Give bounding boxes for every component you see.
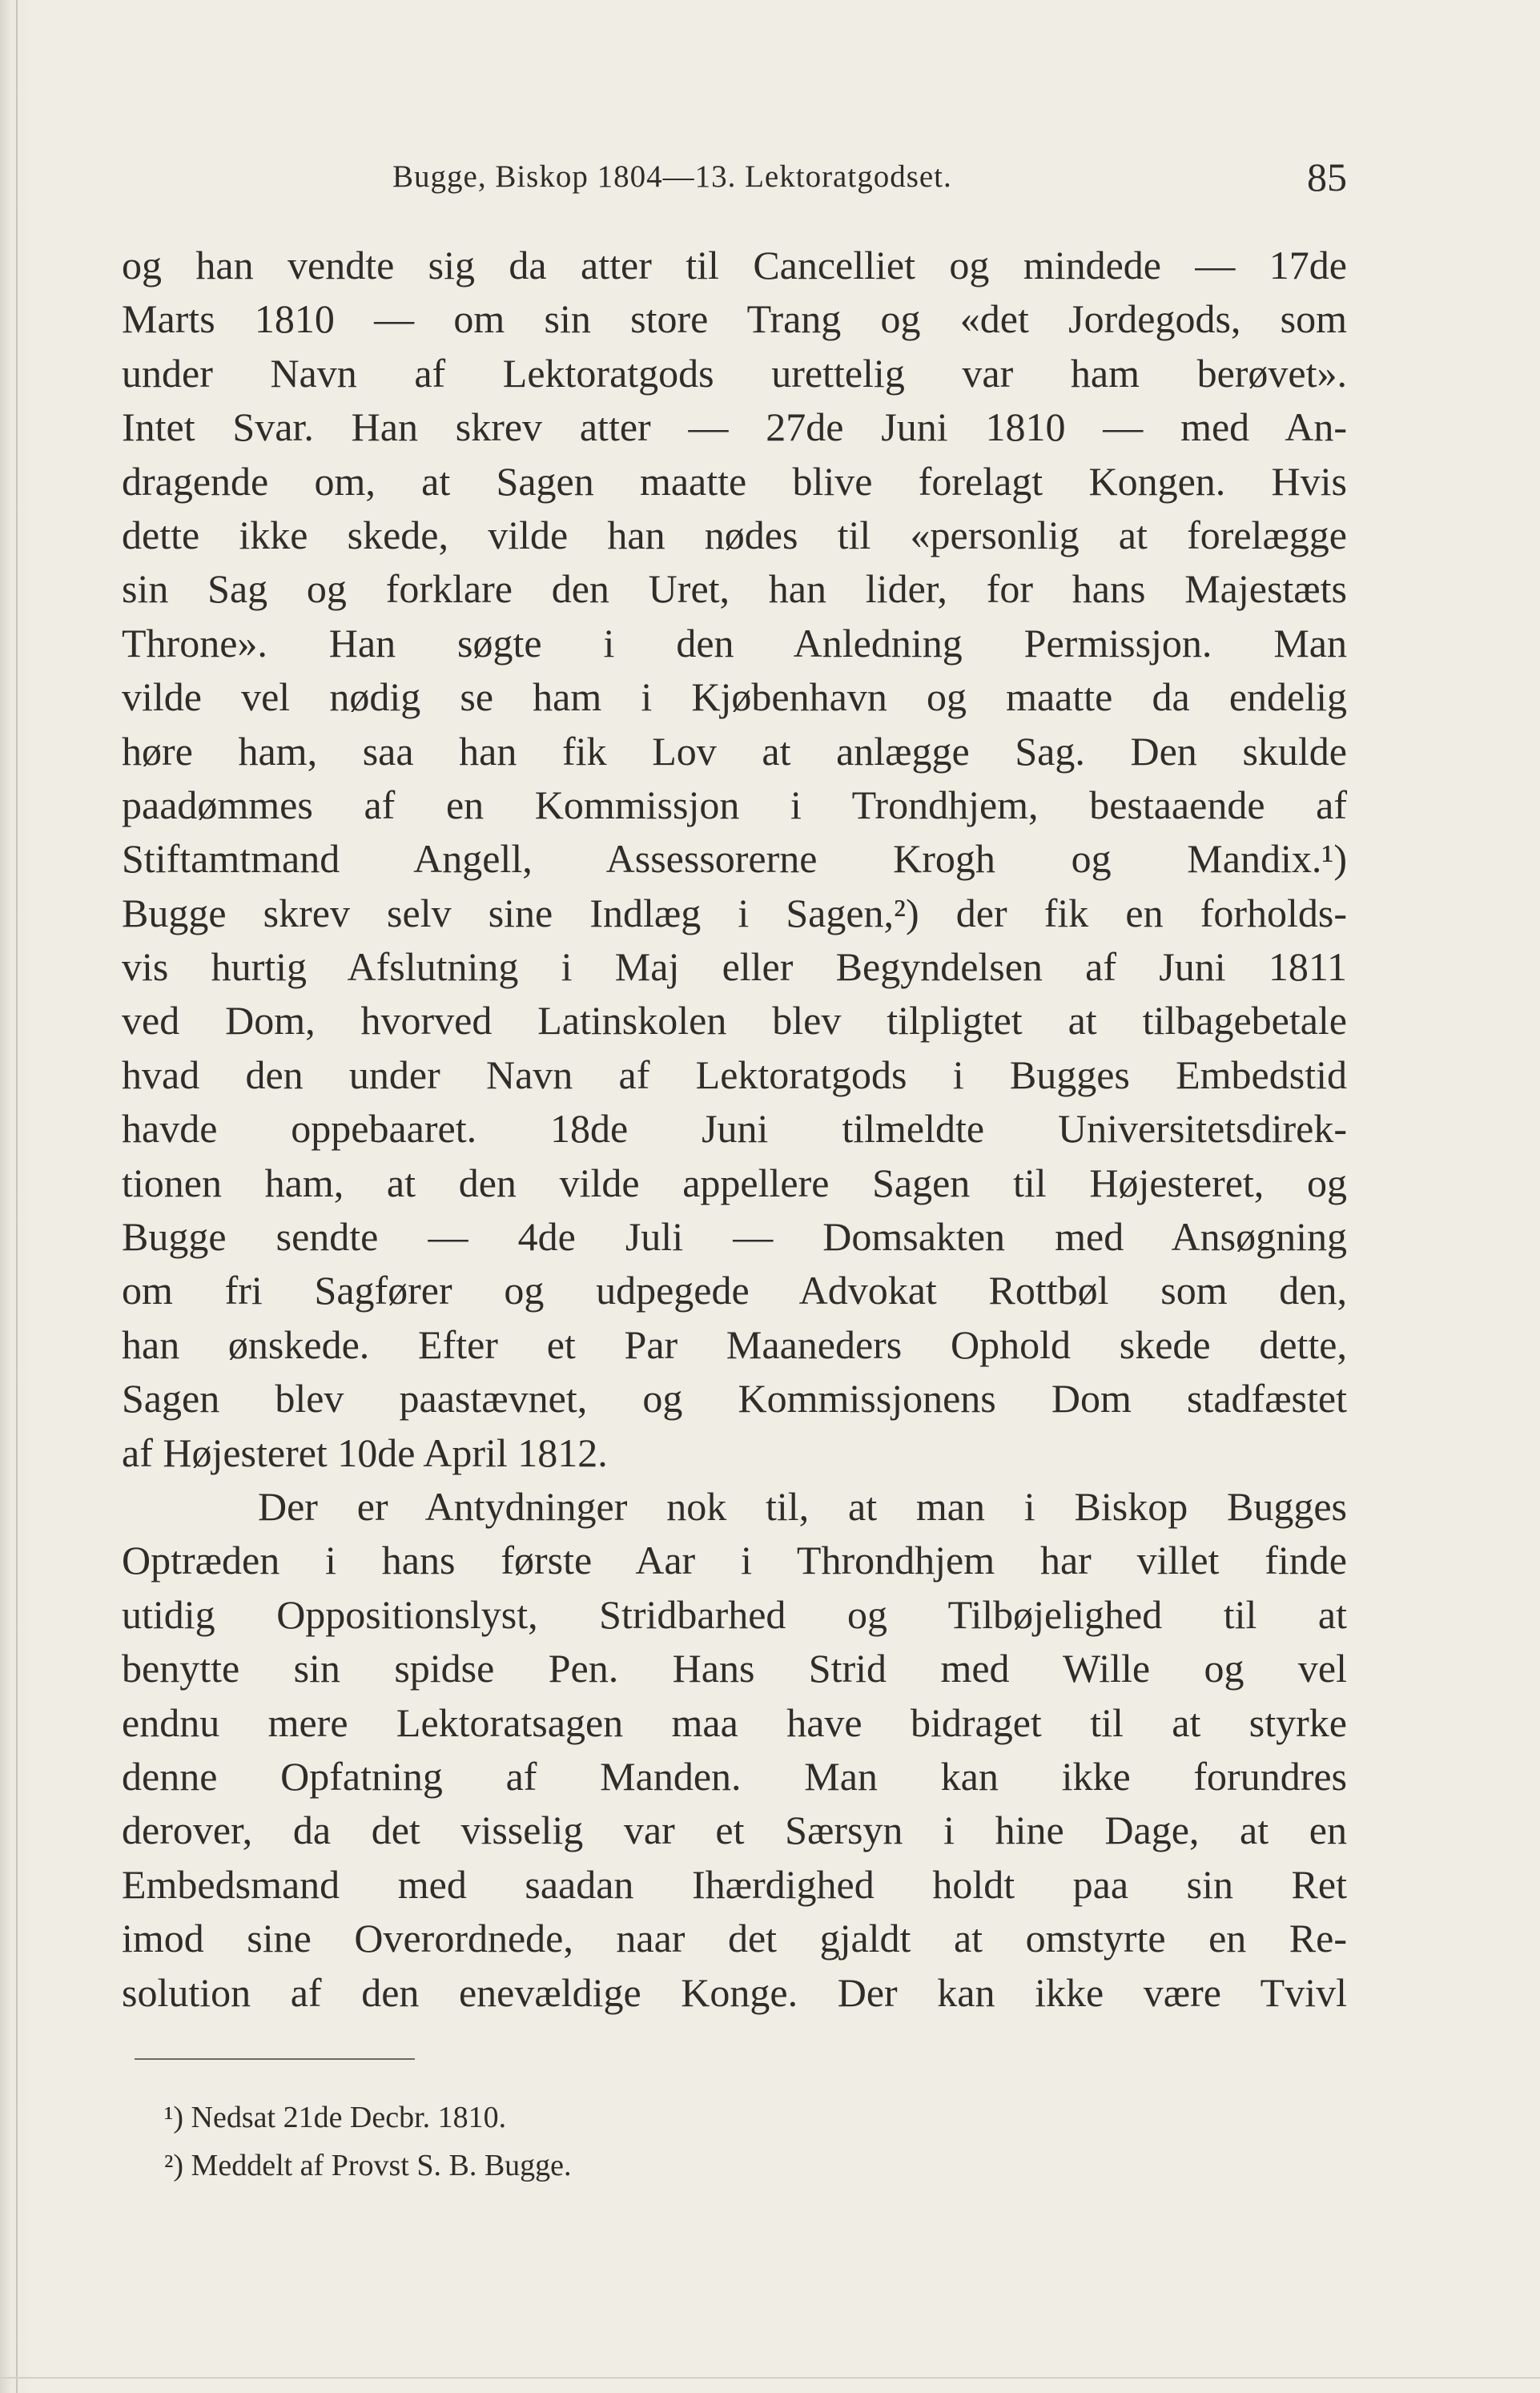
text-line: vilde vel nødig se ham i Kjøbenhavn og maatte da endelig (122, 674, 1347, 720)
text-line: solution af den enevældige Konge. Der kan ikke være Tvivl (122, 1969, 1347, 2015)
text-line: under Navn af Lektoratgods urettelig var ham berøvet». (122, 350, 1347, 396)
page-bottom-edge (0, 2377, 1540, 2379)
text-line: tionen ham, at den vilde appellere Sagen til Højesteret, og (122, 1160, 1347, 1205)
text-line: dette ikke skede, vilde han nødes til «personlig at forelægge (122, 512, 1347, 557)
text-line: benytte sin spidse Pen. Hans Strid med Wille og vel (122, 1646, 1347, 1691)
text-line: høre ham, saa han fik Lov at anlægge Sag. Den skulde (122, 728, 1347, 774)
text-line: Sagen blev paastævnet, og Kommissjonens Dom stadfæstet (122, 1376, 1347, 1422)
text-line: om fri Sagfører og udpegede Advokat Rottbøl som den, (122, 1268, 1347, 1313)
text-line: derover, da det visselig var et Særsyn i hine Dage, at en (122, 1808, 1347, 1853)
text-line: paadømmes af en Kommissjon i Trondhjem, bestaaende af (122, 782, 1347, 827)
page-number: 85 (1307, 155, 1347, 199)
text-line: ved Dom, hvorved Latinskolen blev tilpligtet at tilbagebetale (122, 998, 1347, 1044)
text-line: Bugge skrev selv sine Indlæg i Sagen,²) der fik en forholds- (122, 890, 1347, 935)
text-line: Embedsmand med saadan Ihærdighed holdt paa sin Ret (122, 1861, 1347, 1907)
running-head: Bugge, Biskop 1804—13. Lektoratgodset. (392, 159, 952, 194)
paragraph-end-line: af Højesteret 10de April 1812. (122, 1430, 608, 1475)
binding-edge (16, 0, 18, 2393)
text-line: denne Opfatning af Manden. Man kan ikke forundres (122, 1753, 1347, 1799)
text-line: imod sine Overordnede, naar det gjaldt at omstyrte en Re- (122, 1916, 1347, 1961)
footnote-1: ¹) Nedsat 21de Decbr. 1810. (164, 2101, 507, 2134)
text-line: Stiftamtmand Angell, Assessorerne Krogh og Mandix.¹) (122, 836, 1347, 882)
footnote-divider (135, 2058, 415, 2060)
text-line: og han vendte sig da atter til Cancelliet og mindede — 17de (122, 243, 1347, 288)
text-line: Intet Svar. Han skrev atter — 27de Juni 1810 — med An- (122, 404, 1347, 450)
text-line: vis hurtig Afslutning i Maj eller Begyndelsen af Juni 1811 (122, 944, 1347, 990)
text-line: han ønskede. Efter et Par Maaneders Ophold skede dette, (122, 1321, 1347, 1367)
text-line: havde oppebaaret. 18de Juni tilmeldte Universitetsdirek- (122, 1106, 1347, 1152)
text-line: sin Sag og forklare den Uret, han lider, for hans Majestæts (122, 566, 1347, 612)
footnote-2: ²) Meddelt af Provst S. B. Bugge. (164, 2149, 572, 2182)
page-header (122, 155, 1347, 207)
text-line: endnu mere Lektoratsagen maa have bidraget til at styrke (122, 1699, 1347, 1745)
text-line: Optræden i hans første Aar i Throndhjem har villet finde (122, 1538, 1347, 1583)
text-line: utidig Oppositionslyst, Stridbarhed og Tilbøjelighed til at (122, 1591, 1347, 1637)
text-line: hvad den under Navn af Lektoratgods i Bugges Embedstid (122, 1052, 1347, 1097)
paragraph-start-line: Der er Antydninger nok til, at man i Biskop Bugges (258, 1483, 1347, 1529)
text-line: Throne». Han søgte i den Anledning Permissjon. Man (122, 620, 1347, 666)
text-line: dragende om, at Sagen maatte blive forelagt Kongen. Hvis (122, 458, 1347, 504)
footnotes (164, 2093, 1125, 2190)
text-line: Bugge sendte — 4de Juli — Domsakten med Ansøgning (122, 1214, 1347, 1260)
body-text (122, 239, 1347, 2020)
text-line: Marts 1810 — om sin store Trang og «det Jordegods, som (122, 296, 1347, 342)
